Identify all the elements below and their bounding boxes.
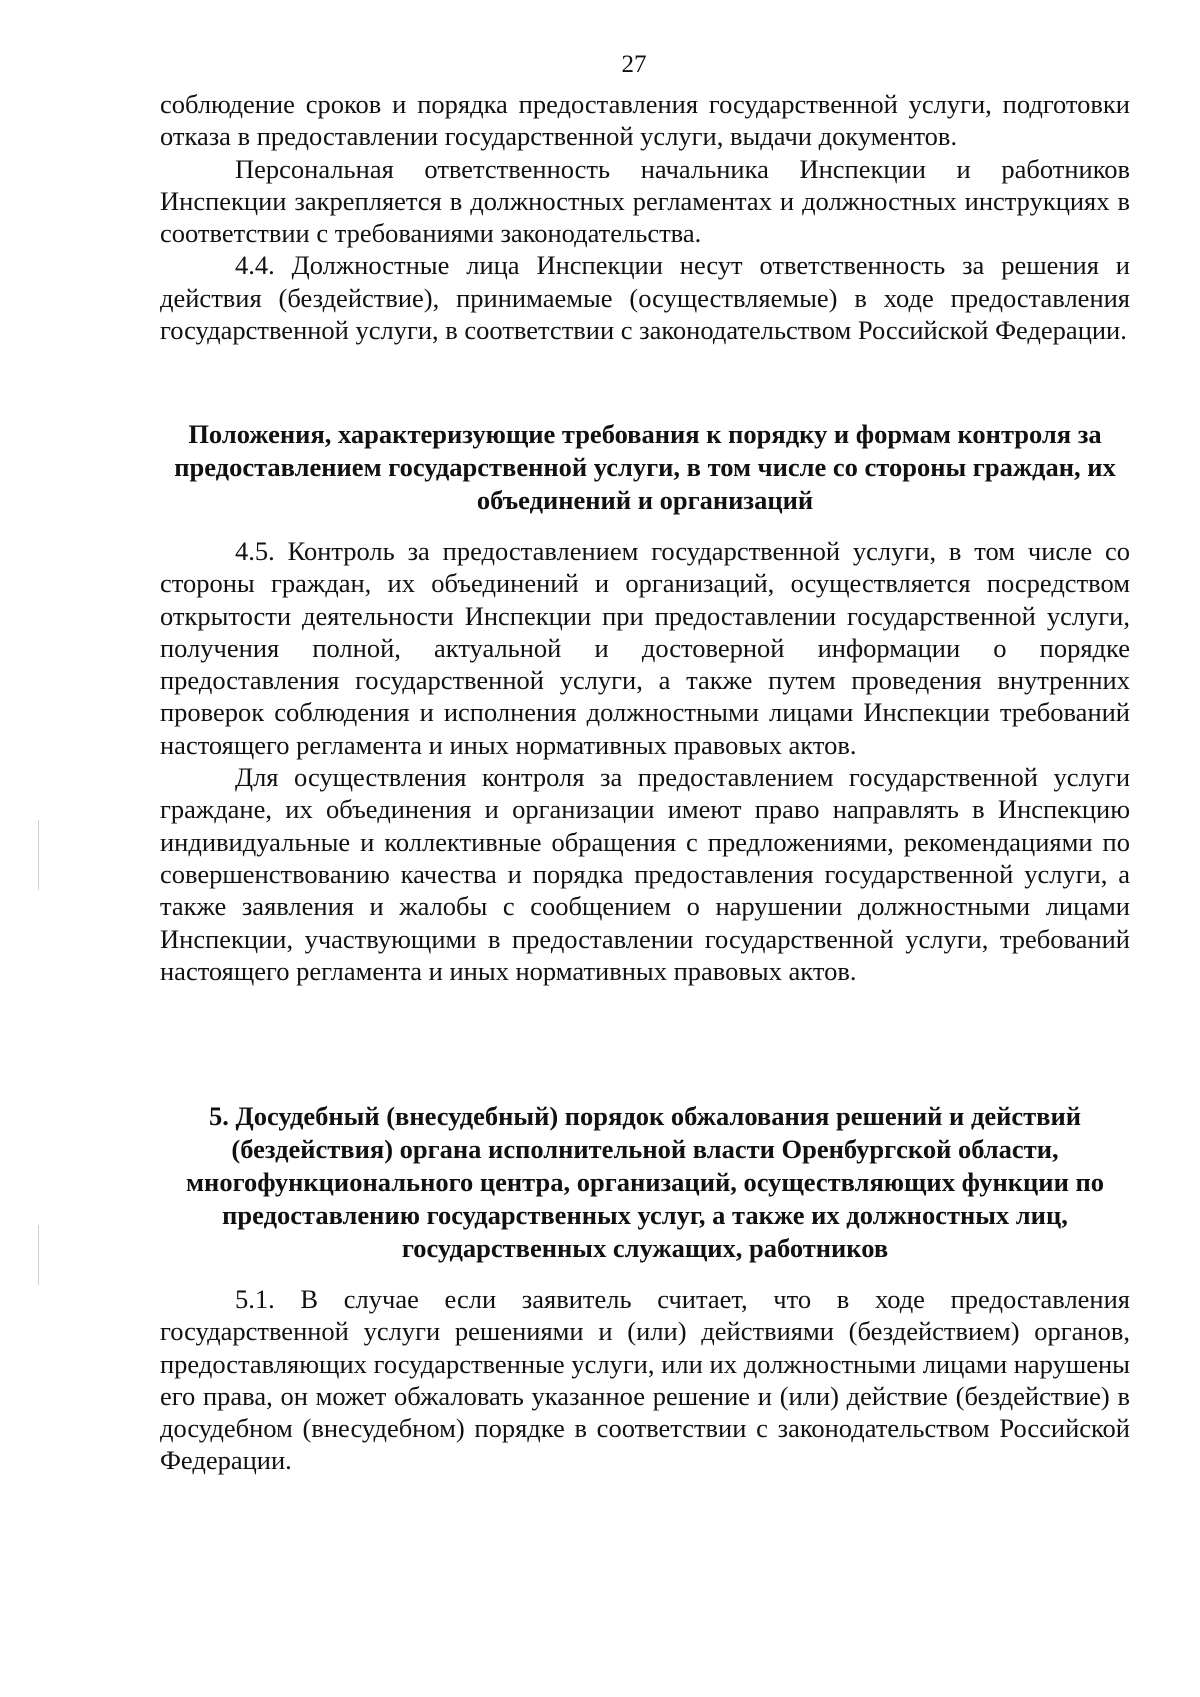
paragraph-control-rights: Для осуществления контроля за предоставлением государственной услуги граждане, их объединения и организации имеют право направлять в Инспекцию индивидуальные и коллективные обращения с предложениями, рекомендациями по совершенствованию качества и порядка предоставления государственной услуги, а также заявления и жалобы с сообщением о нарушении должностными лицами Инспекции, участвующими в предоставлении государственной услуги, требований настоящего регламента и иных нормативных правовых актов. bbox=[160, 762, 1130, 986]
heading-section-5: 5. Досудебный (внесудебный) порядок обжалования решений и действий (бездействия) органа исполнительной власти Оренбургской области, многофункционального центра, организаций, осуществляющих функции по предоставлению государственных услуг, а также их должностных лиц, государственных служащих, работников bbox=[186, 1101, 1104, 1263]
paragraph-4-4: 4.4. Должностные лица Инспекции несут ответственность за решения и действия (бездействие), принимаемые (осуществляемые) в ходе предоставления государственной услуги, в соответствии с законодательством Российской Федерации. bbox=[160, 250, 1130, 346]
scan-edge-mark bbox=[38, 1225, 39, 1285]
section-5-1 bbox=[160, 1283, 1130, 1477]
page-number: 27 bbox=[621, 51, 647, 78]
paragraph-5-1: 5.1. В случае если заявитель считает, что в ходе предоставления государственной услуги решениями и (или) действиями (бездействием) органов, предоставляющих государственные услуги, или их должностными лицами нарушены его права, он может обжаловать указанное решение и (или) действие (бездействие) в досудебном (внесудебном) порядке в соответствии с законодательством Российской Федерации. bbox=[160, 1284, 1130, 1476]
paragraph-personal-responsibility: Персональная ответственность начальника Инспекции и работников Инспекции закрепляется в должностных регламентах и должностных инструкциях в соответствии с требованиями законодательства. bbox=[160, 153, 1130, 249]
paragraph-4-5: 4.5. Контроль за предоставлением государственной услуги, в том числе со стороны граждан, их объединений и организаций, осуществляется посредством открытости деятельности Инспекции при предоставлении государственной услуги, получения полной, актуальной и достоверной информации о порядке предоставления государственной услуги, а также путем проведения внутренних проверок соблюдения и исполнения должностными лицами Инспекции требований настоящего регламента и иных нормативных правовых актов. bbox=[160, 536, 1130, 760]
scan-edge-mark bbox=[38, 820, 39, 890]
section-4-5 bbox=[160, 535, 1130, 987]
heading-control-requirements: Положения, характеризующие требования к порядку и формам контроля за предоставлением государственной услуги, в том числе со стороны граждан, их объединений и организаций bbox=[174, 419, 1116, 515]
paragraph-deadlines: соблюдение сроков и порядка предоставления государственной услуги, подготовки отказа в предоставлении государственной услуги, выдачи документов. bbox=[160, 89, 1130, 152]
section-4-continuation bbox=[160, 88, 1130, 346]
